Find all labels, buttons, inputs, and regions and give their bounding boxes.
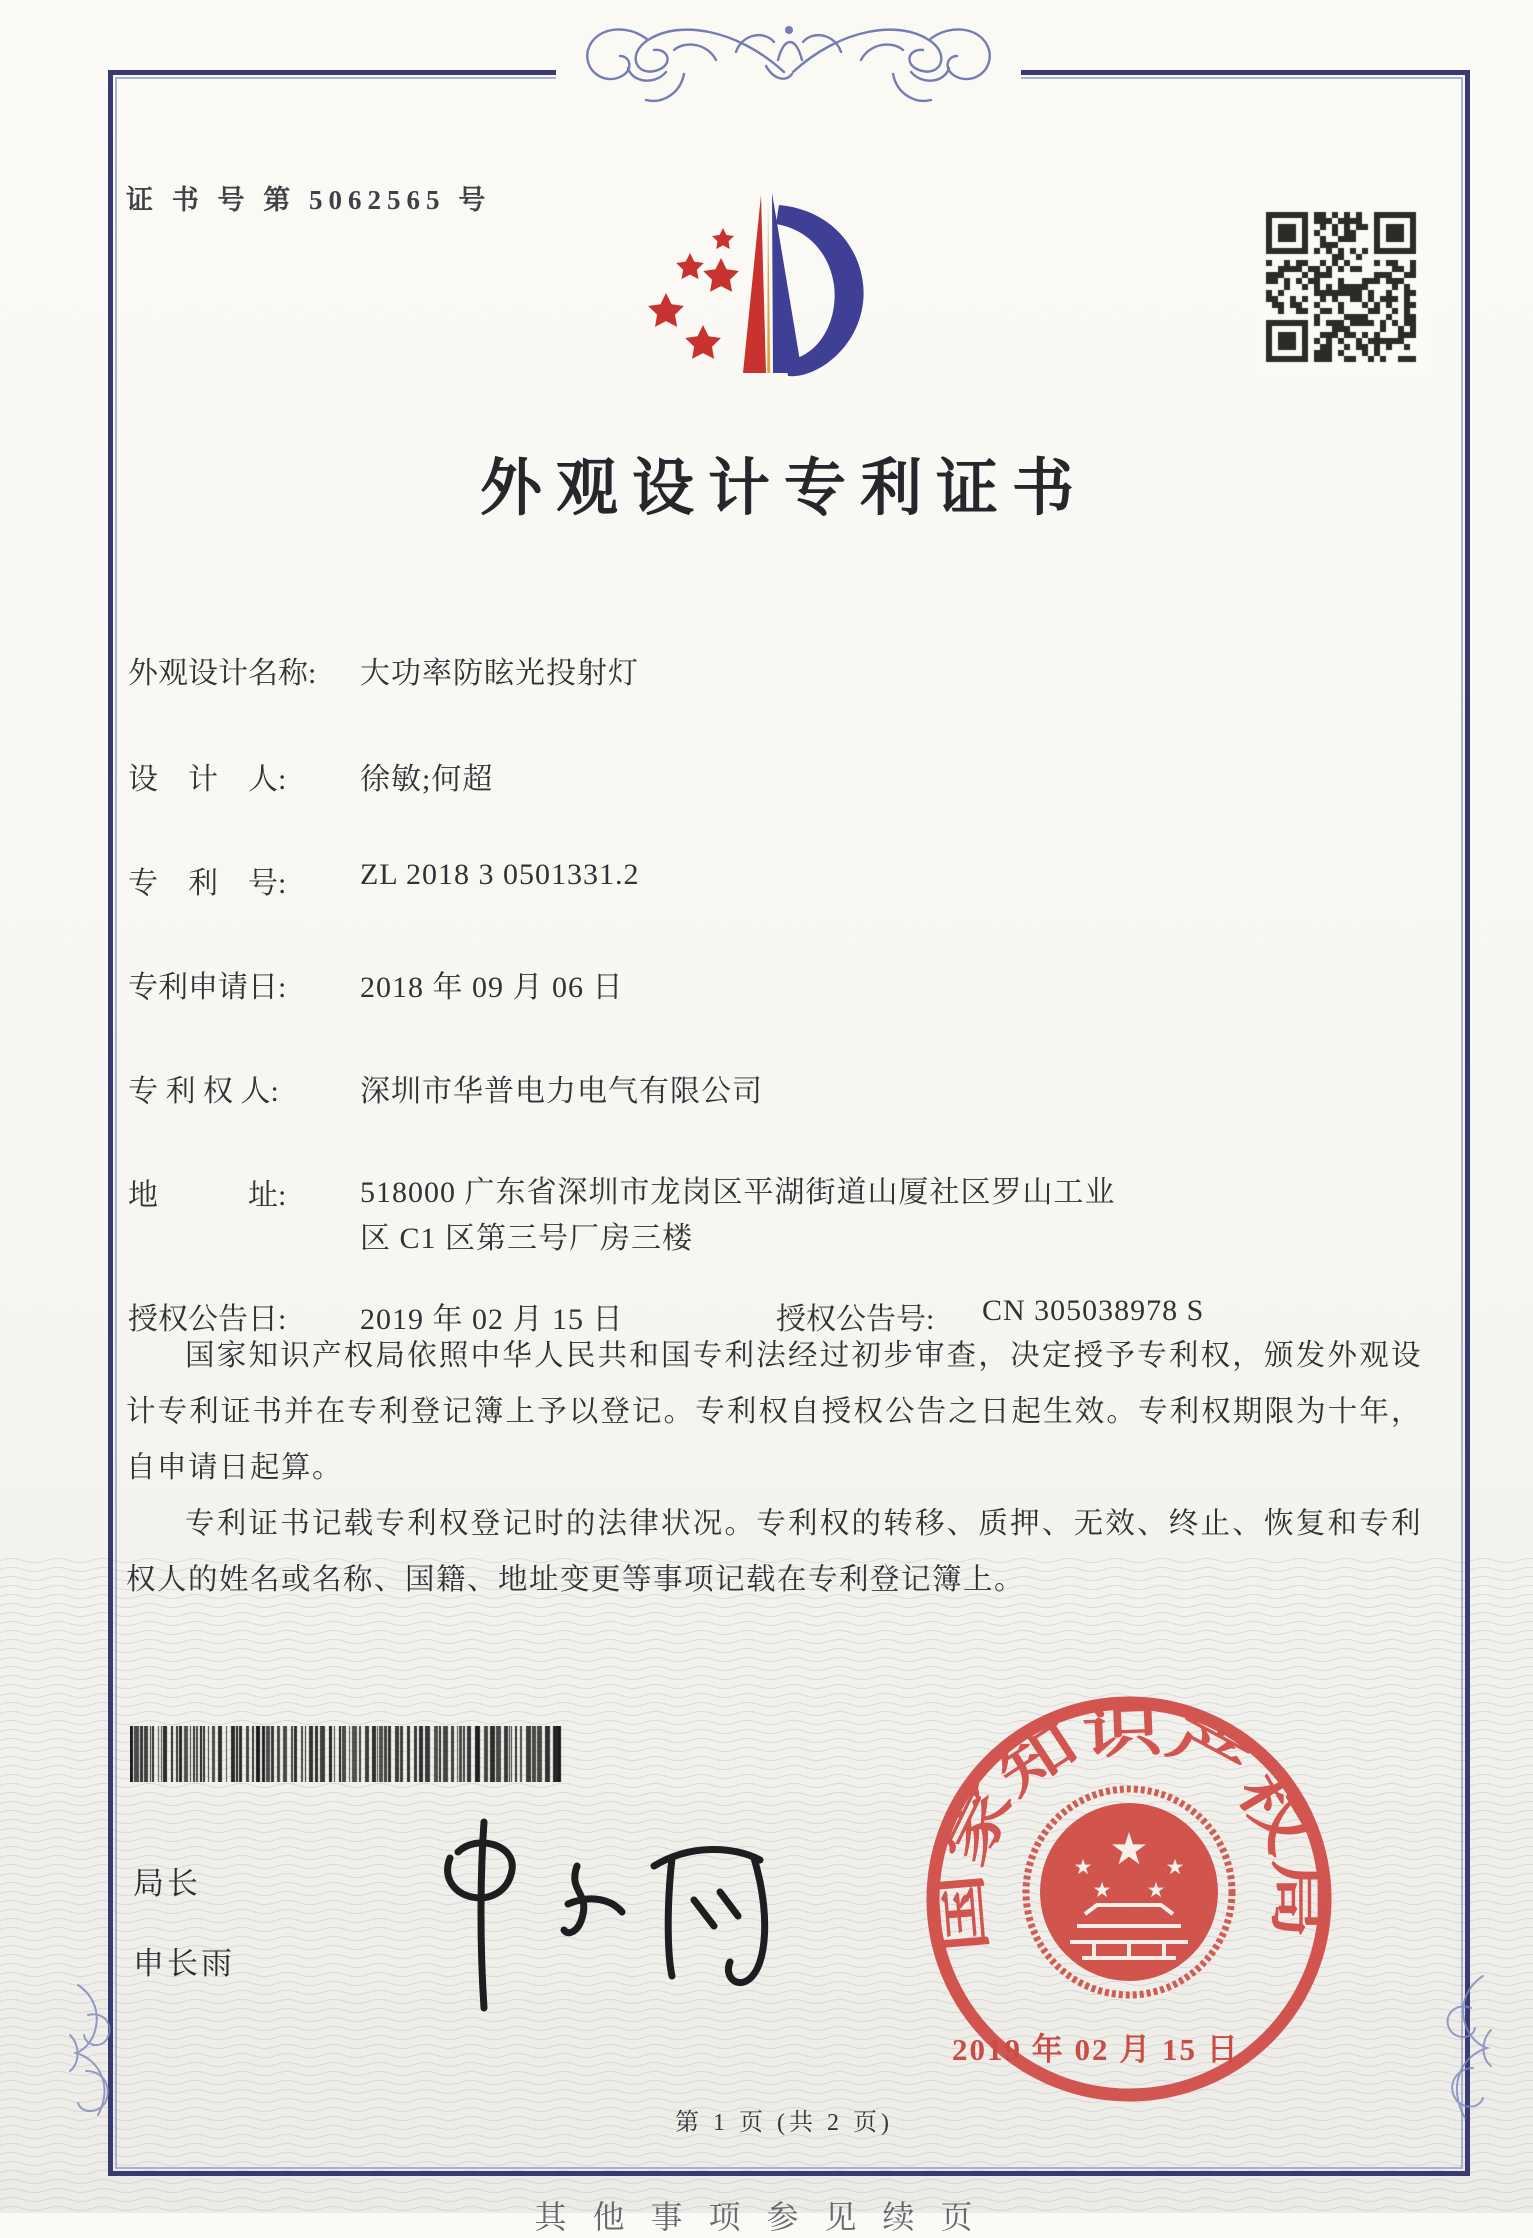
director-title: 局长	[133, 1866, 201, 1901]
field-value: 518000 广东省深圳市龙岗区平湖街道山厦社区罗山工业区 C1 区第三号厂房三楼	[360, 1176, 1116, 1255]
certificate-barcode	[130, 1726, 562, 1782]
field-value: 深圳市华普电力电气有限公司	[360, 1075, 763, 1108]
emblem-big-star: ★	[1109, 1824, 1149, 1875]
dragon-flourish-ornament	[556, 6, 1021, 128]
qr-code	[1256, 202, 1426, 372]
certificate-number: 证 书 号 第 5062565 号	[126, 185, 492, 215]
field-value: 2019 年 02 月 15 日	[360, 1303, 624, 1336]
svg-text:★: ★	[1165, 1855, 1185, 1879]
legal-text	[126, 1328, 1422, 1608]
field-value: 大功率防眩光投射灯	[360, 657, 639, 690]
field-design-name	[128, 648, 1438, 692]
svg-text:★: ★	[1092, 1878, 1112, 1902]
continuation-hint-partial: 其他事项参见续页	[534, 2199, 999, 2235]
seal-date: 2019 年 02 月 15 日	[952, 2032, 1240, 2067]
field-address	[128, 1170, 1438, 1262]
legal-paragraph-2: 专利证书记载专利权登记时的法律状况。专利权的转移、质押、无效、终止、恢复和专利权人的姓名或名称、国籍、地址变更等事项记载在专利登记簿上。	[126, 1508, 1422, 1596]
cnipa-logo-icon	[600, 145, 930, 425]
field-label: 授权公告日:	[128, 1303, 287, 1336]
dragon-flourish-icon	[556, 6, 1021, 128]
director-name: 申长雨	[133, 1946, 235, 1981]
field-value: 2018 年 09 月 06 日	[360, 971, 624, 1004]
field-value: 徐敏;何超	[360, 763, 494, 796]
field-value: ZL 2018 3 0501331.2	[360, 858, 640, 891]
field-patentee	[128, 1066, 1438, 1110]
field-label: 专 利 号:	[128, 867, 287, 900]
svg-text:★: ★	[1073, 1855, 1093, 1879]
field-label: 授权公告号:	[776, 1303, 935, 1336]
field-designers	[128, 754, 1438, 798]
legal-paragraph-1: 国家知识产权局依照中华人民共和国专利法经过初步审查，决定授予专利权，颁发外观设计专利证书并在专利登记簿上予以登记。专利权自授权公告之日起生效。专利权期限为十年，自申请日起算。	[126, 1340, 1422, 1484]
director-signature	[372, 1808, 782, 2023]
svg-text:★: ★	[1146, 1878, 1166, 1902]
field-label: 专利申请日:	[128, 971, 287, 1004]
field-label: 外观设计名称:	[128, 657, 317, 690]
field-label: 专 利 权 人:	[128, 1075, 279, 1108]
field-label: 设 计 人:	[128, 763, 287, 796]
field-filing-date	[128, 962, 1438, 1006]
seal-agency-text: 国家知识产权局	[931, 1701, 1327, 1956]
field-label: 地 址:	[128, 1179, 287, 1212]
certificate-title: 外观设计专利证书	[479, 455, 1088, 523]
page-number: 第 1 页 (共 2 页)	[675, 2110, 893, 2136]
field-value: CN 305038978 S	[982, 1294, 1205, 1327]
field-patent-number	[128, 858, 1438, 902]
